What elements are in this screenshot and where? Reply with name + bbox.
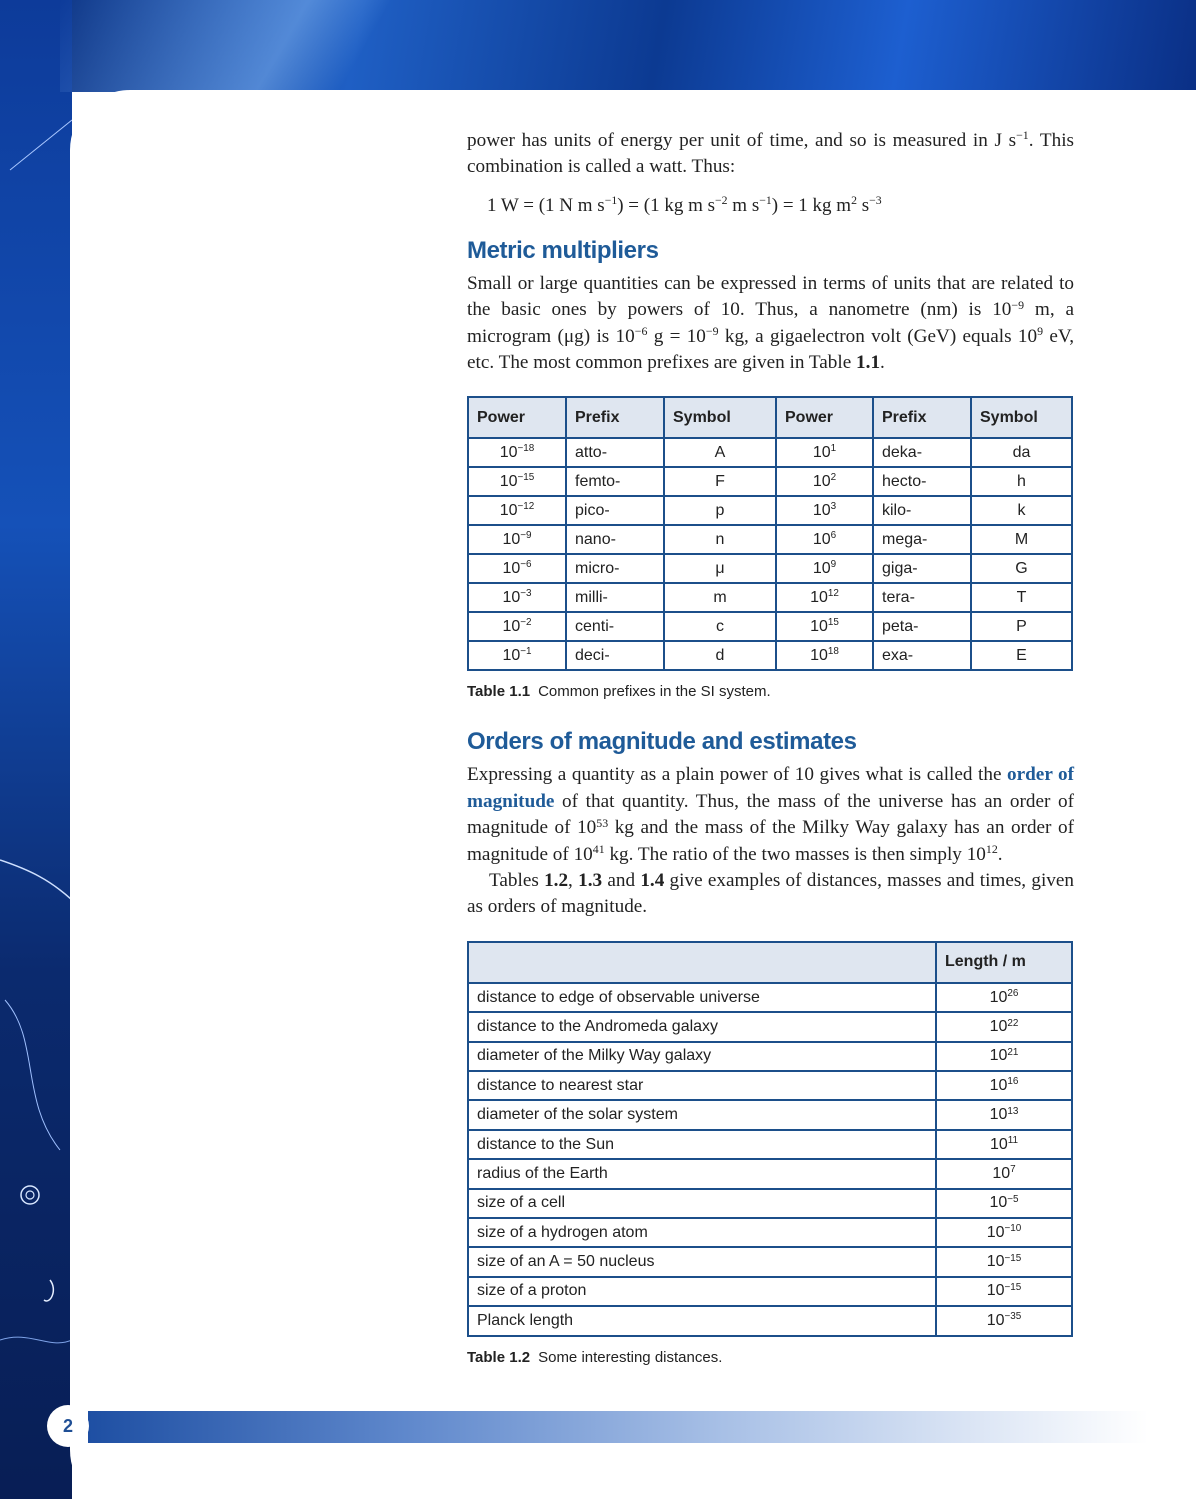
table-row (468, 612, 1072, 641)
prefix-cell: giga- (873, 554, 971, 583)
symbol-cell: E (971, 641, 1072, 670)
prefix-cell: exa- (873, 641, 971, 670)
power-cell: $10^{15}$ (776, 612, 873, 641)
prefix-cell: milli- (566, 583, 664, 612)
column-header: Symbol (971, 397, 1072, 438)
page-number: 2 (47, 1405, 89, 1447)
symbol-cell: c (664, 612, 776, 641)
heading-orders-of-magnitude: Orders of magnitude and estimates (467, 728, 857, 756)
symbol-cell: A (664, 438, 776, 467)
length-value-cell: $10^7$ (936, 1159, 1072, 1188)
distance-label-cell: distance to nearest star (468, 1071, 936, 1100)
column-header: Symbol (664, 397, 776, 438)
prefix-cell: centi- (566, 612, 664, 641)
power-cell: $10^{-1}$ (468, 641, 566, 670)
table-row (468, 641, 1072, 670)
prefix-cell: kilo- (873, 496, 971, 525)
length-value-cell: $10^{16}$ (936, 1071, 1072, 1100)
prefix-cell: mega- (873, 525, 971, 554)
table-row (468, 1130, 1072, 1159)
table-row (468, 554, 1072, 583)
length-value-cell: $10^{-35}$ (936, 1306, 1072, 1335)
table-row (468, 438, 1072, 467)
distance-label-cell: distance to edge of observable universe (468, 983, 936, 1012)
prefix-cell: nano- (566, 525, 664, 554)
power-cell: $10^9$ (776, 554, 873, 583)
column-header: Prefix (566, 397, 664, 438)
symbol-cell: m (664, 583, 776, 612)
distance-label-cell: radius of the Earth (468, 1159, 936, 1188)
distance-label-cell: size of a proton (468, 1277, 936, 1306)
distance-label-cell: Planck length (468, 1306, 936, 1335)
distance-label-cell: size of a cell (468, 1189, 936, 1218)
table-row (468, 1100, 1072, 1129)
length-value-cell: $10^{22}$ (936, 1012, 1072, 1041)
power-cell: $10^{-3}$ (468, 583, 566, 612)
length-value-cell: $10^{-5}$ (936, 1189, 1072, 1218)
power-cell: $10^{-15}$ (468, 467, 566, 496)
symbol-cell: G (971, 554, 1072, 583)
power-cell: $10^3$ (776, 496, 873, 525)
prefix-cell: tera- (873, 583, 971, 612)
symbol-cell: p (664, 496, 776, 525)
intro-paragraph: power has units of energy per unit of time, and so is measured in J $s^{-1}$. This combination is called a watt. Thus: (467, 128, 1074, 178)
length-value-cell: $10^{-15}$ (936, 1277, 1072, 1306)
tables-reference-paragraph: Tables 1.2, 1.3 and 1.4 give examples of distances, masses and times, given as orders of magnitude. (467, 870, 1074, 918)
column-header: Power (468, 397, 566, 438)
metric-paragraph: Small or large quantities can be expressed in terms of units that are related to the basic ones by powers of 10. Thus, a nanometre (nm) is $10^{-9}$ m, a microgram (μg) is $10^{-6}$ $g = 10^{-9}$ kg, a gigaelectron volt (GeV) equals $10^9$ eV, etc. The most common prefixes are given in Table 1.1. (467, 272, 1075, 374)
power-cell: $10^{-2}$ (468, 612, 566, 641)
length-value-cell: $10^{-10}$ (936, 1218, 1072, 1247)
symbol-cell: k (971, 496, 1072, 525)
table-row (468, 1247, 1072, 1276)
length-value-cell: $10^{21}$ (936, 1042, 1072, 1071)
column-header-length: Length / m (936, 942, 1072, 983)
table-row (468, 467, 1072, 496)
decorative-particle-tracks (0, 0, 72, 1499)
prefix-cell: micro- (566, 554, 664, 583)
symbol-cell: F (664, 467, 776, 496)
table-row (468, 1277, 1072, 1306)
power-cell: $10^{12}$ (776, 583, 873, 612)
table2-caption: Table 1.2 Some interesting distances. (467, 1348, 723, 1366)
prefix-cell: hecto- (873, 467, 971, 496)
table-row (468, 1306, 1072, 1335)
distance-label-cell: diameter of the solar system (468, 1100, 936, 1129)
distances-table (467, 941, 1073, 1337)
power-cell: $10^2$ (776, 467, 873, 496)
distance-label-cell: distance to the Sun (468, 1130, 936, 1159)
footer-bar (88, 1411, 1148, 1443)
column-header: Power (776, 397, 873, 438)
orders-paragraph: Expressing a quantity as a plain power of 10 gives what is called the order of magnitude of that quantity. Thus, the mass of the universe has an order of magnitude of $10^{53}$ kg and the mass of the Milky Way galaxy has an order of magnitude of $10^{41}$ kg. The ratio of the two masses is then simply $10^{12}$. (467, 764, 1075, 865)
symbol-cell: μ (664, 554, 776, 583)
symbol-cell: P (971, 612, 1072, 641)
table-row (468, 1042, 1072, 1071)
table-row (468, 1159, 1072, 1188)
watt-equation: 1 W = (1 N m $s^{-1}) = (1$ kg m $s^{-2}$ m $s^{-1}) = 1$ kg $m^2$ $s^{-3}$ (487, 194, 882, 216)
heading-metric-multipliers: Metric multipliers (467, 236, 659, 264)
power-cell: $10^{-12}$ (468, 496, 566, 525)
power-cell: $10^{18}$ (776, 641, 873, 670)
distance-label-cell: diameter of the Milky Way galaxy (468, 1042, 936, 1071)
table-row (468, 496, 1072, 525)
prefix-cell: pico- (566, 496, 664, 525)
symbol-cell: h (971, 467, 1072, 496)
header-light-streak (60, 0, 560, 92)
table-row (468, 525, 1072, 554)
length-value-cell: $10^{-15}$ (936, 1247, 1072, 1276)
distance-label-cell: size of a hydrogen atom (468, 1218, 936, 1247)
symbol-cell: n (664, 525, 776, 554)
prefix-cell: deka- (873, 438, 971, 467)
symbol-cell: T (971, 583, 1072, 612)
power-cell: $10^{-9}$ (468, 525, 566, 554)
table1-caption: Table 1.1 Common prefixes in the SI system. (467, 683, 771, 701)
column-header-empty (468, 942, 936, 983)
power-cell: $10^{-6}$ (468, 554, 566, 583)
table-row (468, 983, 1072, 1012)
prefix-cell: deci- (566, 641, 664, 670)
main-content (467, 128, 1074, 1366)
power-cell: $10^6$ (776, 525, 873, 554)
symbol-cell: d (664, 641, 776, 670)
power-cell: $10^{-18}$ (468, 438, 566, 467)
symbol-cell: M (971, 525, 1072, 554)
power-cell: $10^1$ (776, 438, 873, 467)
table-row (468, 1012, 1072, 1041)
length-value-cell: $10^{26}$ (936, 983, 1072, 1012)
table-row (468, 1218, 1072, 1247)
prefix-cell: peta- (873, 612, 971, 641)
prefix-cell: femto- (566, 467, 664, 496)
symbol-cell: da (971, 438, 1072, 467)
table-header-row (468, 942, 1072, 983)
column-header: Prefix (873, 397, 971, 438)
table-row (468, 583, 1072, 612)
distance-label-cell: size of an A = 50 nucleus (468, 1247, 936, 1276)
table-row (468, 1071, 1072, 1100)
prefix-cell: atto- (566, 438, 664, 467)
table-row (468, 1189, 1072, 1218)
distance-label-cell: distance to the Andromeda galaxy (468, 1012, 936, 1041)
table-header-row (468, 397, 1072, 438)
length-value-cell: $10^{11}$ (936, 1130, 1072, 1159)
length-value-cell: $10^{13}$ (936, 1100, 1072, 1129)
prefix-table (467, 396, 1073, 671)
